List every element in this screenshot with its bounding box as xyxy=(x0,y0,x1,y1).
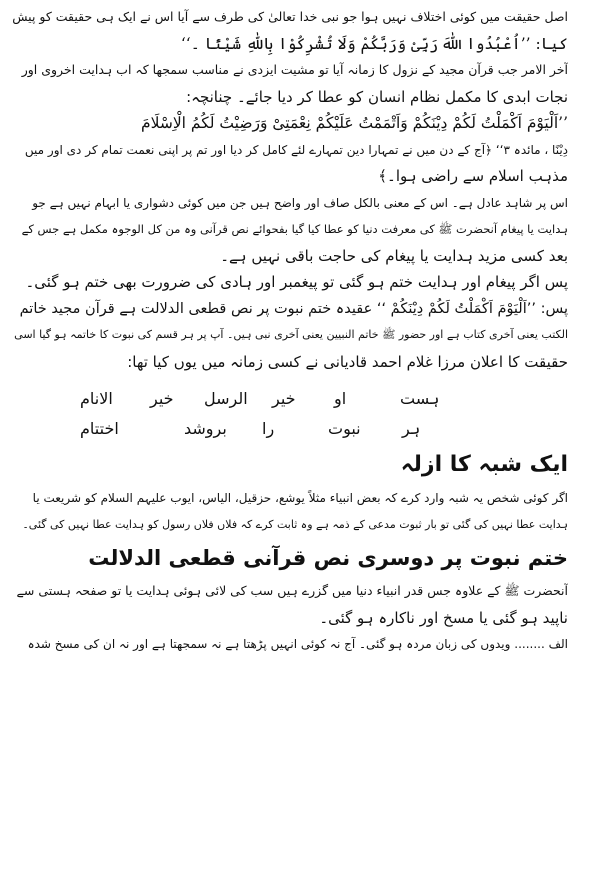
text-line: اگر کوئی شخص یہ شبہ وارد کرے کہ بعض انبیاء مثلاً یوشع، حزقیل، الیاس، ایوب علیہم السلام کو شریعت یا xyxy=(32,491,568,505)
verse-word: اختتام xyxy=(80,419,119,438)
persian-verse xyxy=(12,385,568,445)
text-line: پس اگر پیغام اور ہدایت ختم ہو گئی تو پیغمبر اور ہادی کی ضرورت بھی ختم ہو گئی۔ xyxy=(25,273,568,291)
text-line: ہدایت عطا نہیں کی گئی تو بار ثبوت مدعی کے ذمہ ہے وہ ثابت کرے کہ فلاں فلاں رسول کو ہدایت عطا نہیں کی گئی۔ xyxy=(22,517,568,531)
verse-word: الانام xyxy=(80,389,113,408)
verse-word: نبوت xyxy=(328,419,361,438)
text-line: مذہب اسلام سے راضی ہوا۔﴾ xyxy=(378,167,568,185)
text-line: دِيْنًا ، مائدہ ۳‘‘ ﴿آج کے دن میں نے تمہارا دین تمہارے لئے کامل کر دیا اور تم پر اپنی نعمت تمام کر دی اور میں xyxy=(24,142,568,157)
text-line: اصل حقیقت میں کوئی اختلاف نہیں ہوا جو نبی خدا تعالیٰ کی طرف سے آیا اس نے ایک ہی حقیقت کو پیش xyxy=(12,9,568,24)
text-line: پس: ’’اَلْيَوْمَ اَكْمَلْتُ لَكُمْ دِيْنَكُمْ ‘‘ عقیدہ ختم نبوت پر نص قطعی الدلالت ہے قرآن مجید خاتم xyxy=(19,300,568,317)
quranic-quote-line: ’’اَلْيَوْمَ اَكْمَلْتُ لَكُمْ دِيْنَكُمْ وَاَتْمَمْتُ عَلَيْكُمْ نِعْمَتِىْ وَرَضِيْتُ لَكُمُ الْاِسْلَامَ xyxy=(140,114,568,132)
section-heading: ایک شبہ کا ازلہ xyxy=(400,452,568,477)
section-heading: ختم نبوت پر دوسری نص قرآنی قطعی الدلالت xyxy=(88,546,568,570)
text-line: آخر الامر جب قرآن مجید کے نزول کا زمانہ آیا تو مشیت ایزدی نے مناسب سمجھا کہ اب ہدایت اخروی اور xyxy=(21,62,568,77)
text-line: اس پر شاہد عادل ہے۔ اس کے معنی بالکل صاف اور واضح ہیں جن میں کوئی دشواری یا ابہام نہیں ہے جو xyxy=(32,195,568,210)
doubt-section xyxy=(12,485,568,538)
verse-word: بروشد xyxy=(184,419,227,438)
text-line: ہدایت یا پیغام آنحضرت ﷺ کی معرفت دنیا کو عطا کیا گیا بفحوائے نص قرآنی وہ من کل الوجوہ مکمل ہے جس کے xyxy=(21,222,568,236)
text-line: حقیقت کا اعلان مرزا غلام احمد قادیانی نے کسی زمانہ میں یوں کیا تھا: xyxy=(127,352,568,371)
verse-line-2 xyxy=(12,415,568,445)
text-line: آنحضرت ﷺ کے علاوہ جس قدر انبیاء دنیا میں گزرے ہیں سب کی لائی ہوئی ہدایت یا تو صفحہ ہستی سے xyxy=(16,583,568,598)
verse-word: خیر xyxy=(150,389,174,408)
intro-section xyxy=(12,4,568,375)
verse-word: ہست xyxy=(400,389,440,408)
verse-word: او xyxy=(334,389,347,408)
verse-word: خیر xyxy=(272,389,296,408)
text-line: الف ........ ویدوں کی زبان مردہ ہو گئی۔ آج نہ کوئی انہیں پڑھتا ہے نہ سمجھتا ہے اور نہ ان کی مسخ شدہ xyxy=(27,637,568,651)
text-line: ناپید ہو گئی یا مسخ اور ناکارہ ہو گئی۔ xyxy=(319,608,568,627)
quranic-quote-line: کیا: ’’اُعْبُدُوا اللّٰهَ رَبِّىْ وَرَبَّكُمْ وَلَا تُشْرِكُوْا بِاللّٰهِ شَيْئًا ۔‘‘ xyxy=(180,34,568,53)
text-line: نجات ابدی کا مکمل نظام انسان کو عطا کر دیا جائے۔ چنانچہ: xyxy=(186,87,568,106)
verse-word: الرسل xyxy=(204,389,248,408)
text-line: الکتب یعنی آخری کتاب ہے اور حضور ﷺ خاتم النبیین یعنی آخری نبی ہیں۔ آپ پر ہر قسم کی نبوت کا خاتمہ ہو گیا اسی xyxy=(14,328,568,341)
second-proof-section xyxy=(12,578,568,658)
text-line: بعد کسی مزید ہدایت یا پیغام کی حاجت باقی نہیں ہے۔ xyxy=(220,246,568,265)
verse-word: ہر xyxy=(402,419,421,438)
verse-line-1 xyxy=(12,385,568,415)
verse-word: را xyxy=(262,419,275,438)
